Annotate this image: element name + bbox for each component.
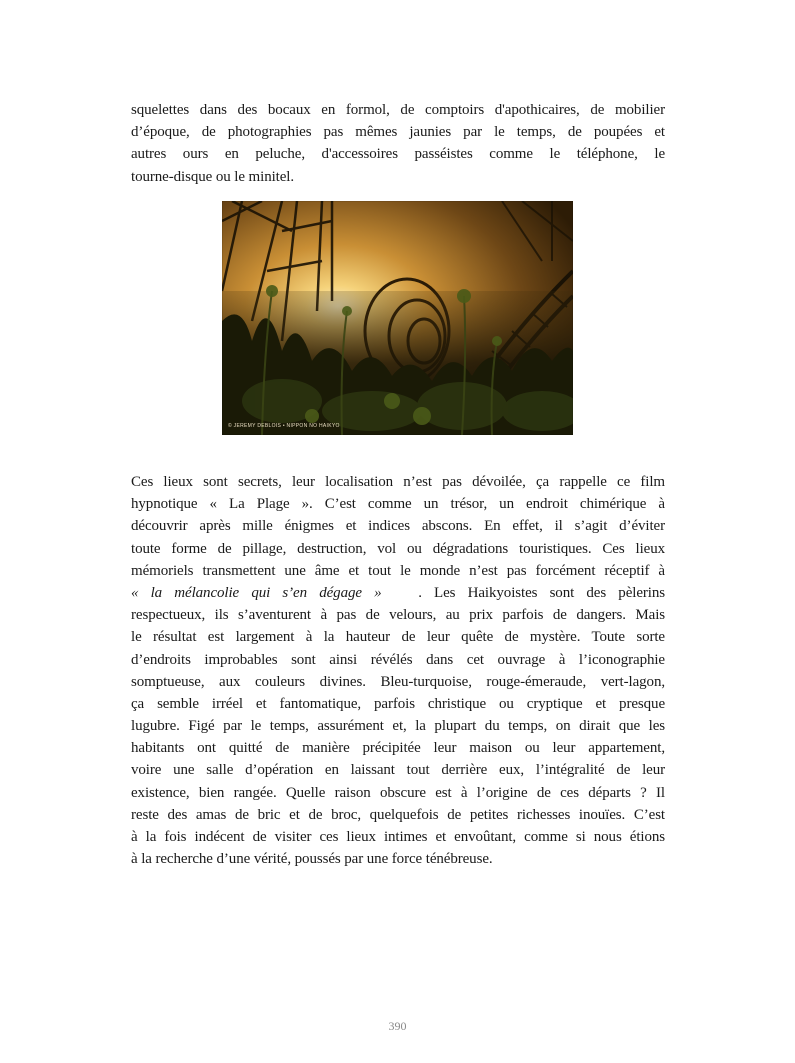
text-line: toute forme de pillage, destruction, vol ou dégradations touristiques. Ces lieux [131,540,665,557]
text-segment: . Les Haikyoistes sont des pèlerins [381,584,665,601]
text-line: d’endroits improbables sont ainsi révélés dans cet ouvrage à l’iconographie [131,651,665,668]
text-line: ça semble irréel et fantomatique, parfois christique ou cryptique et presque [131,695,665,712]
text-line: existence, bien rangée. Quelle raison obscure est à l’origine de ces départs ? Il [131,784,665,801]
text-line: à la recherche d’une vérité, poussés par une force ténébreuse. [131,851,493,868]
text-line: hypnotique « La Plage ». C’est comme un trésor, un endroit chimérique à [131,496,665,513]
text-line: découvrir après mille énigmes et indices abscons. En effet, il s’agit d’éviter [131,518,665,535]
photo-illustration [222,201,573,435]
italic-quote: « la mélancolie qui s’en dégage » [131,584,382,601]
text-line: d’époque, de photographies pas mêmes jaunies par le temps, de poupées et [131,124,665,141]
text-line: habitants ont quitté de manière précipitée leur maison ou leur appartement, [131,740,665,757]
text-line: somptueuse, aux couleurs divines. Bleu-turquoise, rouge-émeraude, vert-lagon, [131,673,665,690]
text-line-with-quote [131,582,665,604]
text-line: le résultat est largement à la hauteur de leur quête de mystère. Toute sorte [131,629,665,646]
text-line: respectueux, ils s’aventurent à pas de velours, au prix parfois de dangers. Mais [131,607,665,624]
text-line: à la fois indécent de visiter ces lieux intimes et envoûtant, comme si nous étions [131,829,665,845]
page-number: 390 [388,1019,407,1033]
text-line: voire une salle d’opération en laissant tout derrière eux, l’intégralité de leur [131,762,665,779]
photo-credit: © JEREMY DEBLOIS • NIPPON NO HAIKYO [228,423,340,429]
text-line: Ces lieux sont secrets, leur localisation n’est pas dévoilée, ça rappelle ce film [131,474,665,490]
paragraph-1 [131,99,665,188]
text-line: squelettes dans des bocaux en formol, de comptoirs d'apothicaires, de mobilier [131,102,665,118]
roller-coaster-photo [222,201,573,435]
text-line: autres ours en peluche, d'accessoires passéistes comme le téléphone, le [131,146,665,163]
text-line: mémoriels transmettent une âme et tout le monde n’est pas forcément réceptif à [131,562,665,579]
text-line: reste des amas de bric et de broc, quelquefois de petites richesses inouïes. C’est [131,806,665,823]
text-line: lugubre. Figé par le temps, assurément et, la plupart du temps, on dirait que les [131,718,665,735]
paragraph-2 [131,471,665,870]
text-line: tourne-disque ou le minitel. [131,168,294,185]
